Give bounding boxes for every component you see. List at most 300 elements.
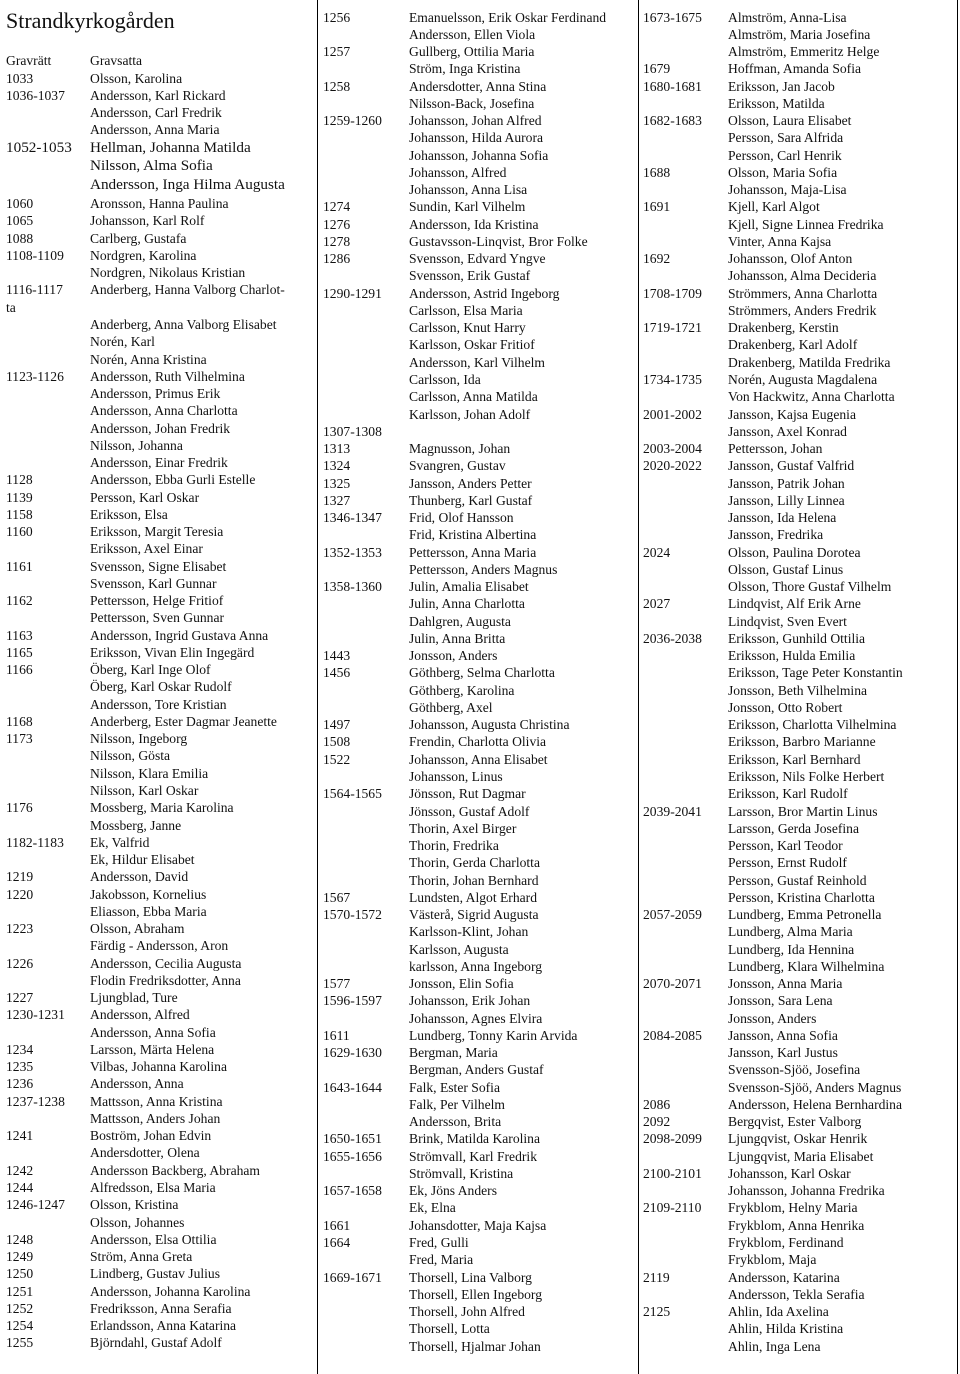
- grave-number: 2125: [643, 1304, 671, 1319]
- buried-name: Thorsell, Hjalmar Johan: [409, 1338, 541, 1354]
- buried-name: Andersson, Anna Sofia: [90, 1024, 216, 1040]
- buried-name: Olsson, Karolina: [90, 70, 183, 86]
- buried-name: Lundberg, Klara Wilhelmina: [728, 958, 885, 974]
- buried-name: Ljungqvist, Maria Elisabet: [728, 1148, 874, 1164]
- grave-number: 1173: [6, 731, 33, 747]
- grave-number: 1060: [6, 196, 34, 212]
- grave-number: ta: [6, 299, 16, 315]
- buried-name: Lundberg, Emma Petronella: [728, 907, 882, 922]
- buried-name: Johansson, Olof Anton: [728, 251, 853, 267]
- buried-name: Jansson, Kajsa Eugenia: [728, 406, 856, 422]
- buried-name: Nilsson, Gösta: [90, 748, 171, 764]
- grave-number: 1158: [6, 506, 33, 522]
- buried-name: Thorin, Gerda Charlotta: [409, 855, 540, 871]
- grave-number: 1256: [323, 9, 351, 25]
- buried-name: Eriksson, Barbro Marianne: [728, 734, 876, 750]
- grave-number: 1669-1671: [323, 1269, 382, 1285]
- grave-number: 1166: [6, 662, 33, 678]
- buried-name: Göthberg, Selma Charlotta: [409, 665, 555, 681]
- buried-name: Fred, Maria: [409, 1252, 474, 1268]
- grave-number: 1274: [323, 199, 351, 215]
- buried-name: Thorsell, Ellen Ingeborg: [409, 1286, 543, 1302]
- grave-number: 1168: [6, 713, 33, 729]
- grave-number: 2119: [643, 1269, 670, 1285]
- buried-name: Erlandsson, Anna Katarina: [90, 1318, 237, 1333]
- buried-name: Andersson, Einar Fredrik: [90, 455, 228, 470]
- buried-name: Eriksson, Margit Teresia: [90, 524, 224, 540]
- grave-number: 1176: [6, 800, 33, 816]
- buried-name: Karlsson, Augusta: [409, 941, 509, 957]
- buried-name: Johansson, Karl Rolf: [90, 213, 205, 229]
- grave-number: 1664: [323, 1235, 351, 1250]
- buried-name: Eriksson, Gunhild Ottilia: [728, 630, 866, 646]
- grave-number: 1162: [6, 593, 33, 609]
- buried-name: Mossberg, Janne: [90, 817, 182, 833]
- grave-number: 1230-1231: [6, 1007, 65, 1023]
- grave-number: 1673-1675: [643, 9, 702, 25]
- grave-number: 1259-1260: [323, 113, 382, 129]
- buried-name: Gullberg, Ottilia Maria: [409, 44, 535, 59]
- buried-name: Lundberg, Ida Hennina: [728, 941, 855, 957]
- buried-name: Karlsson, Johan Adolf: [409, 406, 531, 422]
- buried-name: Jönsson, Gustaf Adolf: [409, 803, 530, 819]
- buried-name: Nilsson, Alma Sofia: [90, 157, 213, 175]
- grave-number: 1691: [643, 199, 671, 215]
- buried-name: Andersson, Karl Rickard: [90, 87, 226, 103]
- buried-name: Pettersson, Anders Magnus: [409, 561, 558, 577]
- buried-name: Jonsson, Otto Robert: [728, 699, 843, 715]
- header-names: Gravsatta: [90, 53, 143, 68]
- grave-number: 1244: [6, 1179, 34, 1195]
- column-3: [640, 0, 960, 1374]
- buried-name: Von Hackwitz, Anna Charlotta: [728, 389, 895, 405]
- grave-number: 1688: [643, 164, 671, 180]
- grave-number: 1052-1053: [6, 138, 72, 156]
- buried-name: Göthberg, Axel: [409, 699, 493, 715]
- buried-name: Ahlin, Ida Axelina: [728, 1304, 829, 1319]
- buried-name: Eriksson, Charlotta Vilhelmina: [728, 717, 897, 733]
- buried-name: Andersdotter, Olena: [90, 1145, 200, 1161]
- buried-name: Anderberg, Ester Dagmar Jeanette: [90, 713, 277, 729]
- buried-name: Andersson, Anna Maria: [90, 122, 220, 138]
- buried-name: Johansson, Anna Lisa: [409, 182, 528, 198]
- buried-name: Julin, Amalia Elisabet: [409, 579, 529, 595]
- buried-name: Nordgren, Nikolaus Kristian: [90, 265, 246, 281]
- grave-number: 1161: [6, 558, 33, 574]
- grave-number: 1139: [6, 489, 33, 505]
- buried-name: Carlsson, Knut Harry: [409, 320, 526, 336]
- buried-name: Almström, Anna-Lisa: [728, 9, 847, 25]
- buried-name: Lindqvist, Alf Erik Arne: [728, 596, 861, 612]
- buried-name: Sundin, Karl Vilhelm: [409, 199, 526, 215]
- buried-name: Andersson, Helena Bernhardina: [728, 1096, 903, 1112]
- buried-name: Eriksson, Matilda: [728, 95, 825, 111]
- buried-name: Andersson, Tore Kristian: [90, 696, 227, 712]
- buried-name: Carlsson, Anna Matilda: [409, 389, 538, 405]
- grave-number: 2001-2002: [643, 406, 702, 422]
- grave-number: 1250: [6, 1266, 34, 1282]
- buried-name: Andersson, Anna: [90, 1076, 184, 1092]
- buried-name: Olsson, Maria Sofia: [728, 164, 838, 180]
- grave-number: 1682-1683: [643, 113, 702, 129]
- buried-name: Thorin, Johan Bernhard: [409, 872, 539, 888]
- buried-name: Eriksson, Hulda Emilia: [728, 648, 856, 664]
- buried-name: Pettersson, Sven Gunnar: [90, 610, 225, 626]
- buried-name: Svensson, Erik Gustaf: [409, 268, 531, 284]
- grave-number: 2086: [643, 1096, 671, 1112]
- buried-name: Flodin Fredriksdotter, Anna: [90, 972, 241, 988]
- column-divider: [638, 0, 639, 1374]
- grave-number: 2100-2101: [643, 1165, 702, 1181]
- grave-number: 1251: [6, 1283, 34, 1299]
- grave-number: 1443: [323, 648, 351, 664]
- buried-name: Nilsson, Klara Emilia: [90, 765, 209, 781]
- column-2: [319, 0, 638, 1374]
- buried-name: Ek, Hildur Elisabet: [90, 852, 195, 867]
- buried-name: Frykblom, Maja: [728, 1252, 817, 1268]
- buried-name: Gustavsson-Linqvist, Bror Folke: [409, 233, 588, 249]
- grave-number: 2109-2110: [643, 1200, 702, 1216]
- buried-name: Drakenberg, Kerstin: [728, 320, 839, 336]
- buried-name: Johansson, Linus: [409, 768, 503, 784]
- buried-name: Bergqvist, Ester Valborg: [728, 1114, 862, 1130]
- grave-number: 1033: [6, 70, 34, 86]
- buried-name: Thunberg, Karl Gustaf: [409, 492, 533, 508]
- buried-name: Persson, Karl Oskar: [90, 489, 200, 505]
- buried-name: Aronsson, Hanna Paulina: [90, 196, 229, 212]
- buried-name: Carlsson, Elsa Maria: [409, 302, 523, 318]
- buried-name: Johansson, Alfred: [409, 164, 507, 180]
- buried-name: Olsson, Gustaf Linus: [728, 561, 844, 577]
- buried-name: Ljungqvist, Oskar Henrik: [728, 1131, 868, 1147]
- grave-number: 1324: [323, 458, 351, 474]
- buried-name: Svangren, Gustav: [409, 458, 506, 474]
- buried-name: Persson, Ernst Rudolf: [728, 855, 847, 871]
- buried-name: Norén, Augusta Magdalena: [728, 372, 878, 387]
- buried-name: Eriksson, Karl Rudolf: [728, 786, 848, 802]
- buried-name: Frid, Olof Hansson: [409, 510, 514, 525]
- grave-number: 1719-1721: [643, 320, 702, 336]
- buried-name: Pettersson, Helge Fritiof: [90, 593, 224, 609]
- buried-name: Nilsson, Johanna: [90, 437, 183, 453]
- grave-number: 2039-2041: [643, 803, 702, 819]
- buried-name: Andersson, Ruth Vilhelmina: [90, 368, 245, 384]
- buried-name: Hellman, Johanna Matilda: [90, 138, 251, 156]
- grave-number: 1692: [643, 251, 671, 267]
- page-title: Strandkyrkogården: [6, 8, 175, 33]
- grave-number: 2084-2085: [643, 1027, 702, 1043]
- buried-name: Ek, Elna: [409, 1200, 456, 1216]
- buried-name: Andersson, Primus Erik: [90, 386, 221, 401]
- buried-name: Nilsson-Back, Josefina: [409, 95, 535, 111]
- buried-name: Andersson, Carl Fredrik: [90, 105, 222, 120]
- buried-name: Andersson, Katarina: [728, 1269, 840, 1285]
- buried-name: Julin, Anna Britta: [409, 630, 506, 646]
- grave-number: 1257: [323, 44, 351, 59]
- grave-number: 1036-1037: [6, 87, 65, 103]
- buried-name: Jansson, Fredrika: [728, 527, 824, 543]
- buried-name: Bergman, Maria: [409, 1045, 498, 1061]
- buried-name: Kjell, Signe Linnea Fredrika: [728, 216, 884, 232]
- buried-name: Andersson, Inga Hilma Augusta: [90, 176, 285, 194]
- buried-name: Eriksson, Axel Einar: [90, 541, 203, 557]
- grave-number: 1223: [6, 921, 34, 936]
- grave-number: 2098-2099: [643, 1131, 702, 1147]
- grave-number: 1249: [6, 1249, 34, 1264]
- buried-name: Norén, Anna Kristina: [90, 351, 207, 367]
- grave-number: 1567: [323, 889, 351, 905]
- grave-number: 1088: [6, 230, 34, 246]
- buried-name: Falk, Ester Sofia: [409, 1079, 500, 1095]
- buried-name: Andersson, Karl Vilhelm: [409, 354, 545, 370]
- buried-name: Johansson, Karl Oskar: [728, 1165, 851, 1181]
- buried-name: Olsson, Kristina: [90, 1197, 179, 1213]
- buried-name: Svensson-Sjöö, Josefina: [728, 1062, 861, 1078]
- buried-name: Pettersson, Johan: [728, 441, 823, 456]
- buried-name: Johansdotter, Maja Kajsa: [409, 1217, 547, 1233]
- buried-name: Svensson, Signe Elisabet: [90, 558, 227, 574]
- buried-name: Göthberg, Karolina: [409, 682, 515, 698]
- buried-name: Kjell, Karl Algot: [728, 199, 820, 215]
- grave-number: 1123-1126: [6, 368, 64, 384]
- buried-name: Jansson, Karl Justus: [728, 1045, 838, 1061]
- buried-name: Nordgren, Karolina: [90, 247, 197, 263]
- buried-name: Persson, Karl Teodor: [728, 838, 843, 853]
- grave-number: 1327: [323, 492, 351, 508]
- grave-number: 1241: [6, 1128, 34, 1144]
- buried-name: Persson, Gustaf Reinhold: [728, 872, 867, 888]
- buried-name: Svensson, Karl Gunnar: [90, 575, 217, 591]
- buried-name: Brink, Matilda Karolina: [409, 1131, 540, 1147]
- buried-name: Eriksson, Karl Bernhard: [728, 751, 861, 767]
- buried-name: Johansson, Alma Decideria: [728, 268, 877, 284]
- buried-name: Ström, Anna Greta: [90, 1249, 193, 1264]
- grave-number: 2036-2038: [643, 630, 702, 646]
- buried-name: Larsson, Märta Helena: [90, 1041, 215, 1057]
- grave-number: 1242: [6, 1162, 34, 1178]
- buried-name: Jonsson, Sara Lena: [728, 993, 833, 1009]
- grave-number: 1258: [323, 78, 351, 94]
- buried-name: Johansson, Maja-Lisa: [728, 182, 847, 198]
- buried-name: Karlsson-Klint, Johan: [409, 924, 529, 940]
- buried-name: Eliasson, Ebba Maria: [90, 903, 207, 919]
- buried-name: Jönsson, Rut Dagmar: [409, 786, 526, 802]
- grave-number: 1577: [323, 976, 351, 992]
- grave-number: 1219: [6, 869, 34, 885]
- column-divider: [317, 0, 318, 1374]
- buried-name: Anderberg, Hanna Valborg Charlot-: [90, 282, 285, 298]
- buried-name: Jansson, Gustaf Valfrid: [728, 458, 855, 474]
- buried-name: Frykblom, Ferdinand: [728, 1235, 844, 1250]
- buried-name: Johansson, Agnes Elvira: [409, 1010, 543, 1026]
- buried-name: Olsson, Abraham: [90, 921, 185, 936]
- buried-name: Pettersson, Anna Maria: [409, 544, 537, 560]
- buried-name: Johansson, Johan Alfred: [409, 113, 542, 129]
- grave-number: 1650-1651: [323, 1131, 382, 1147]
- buried-name: Andersson, Ebba Gurli Estelle: [90, 472, 256, 488]
- grave-number: 1220: [6, 886, 34, 902]
- buried-name: Nilsson, Ingeborg: [90, 731, 188, 747]
- grave-number: 1286: [323, 251, 351, 267]
- buried-name: Jansson, Anna Sofia: [728, 1027, 838, 1043]
- buried-name: Andersson, Brita: [409, 1114, 502, 1130]
- buried-name: Eriksson, Elsa: [90, 506, 168, 522]
- grave-number: 1234: [6, 1041, 34, 1057]
- grave-number: 1290-1291: [323, 285, 382, 301]
- buried-name: Norén, Karl: [90, 334, 155, 350]
- buried-name: Mattsson, Anders Johan: [90, 1110, 221, 1126]
- grave-number: 1165: [6, 644, 33, 660]
- grave-number: 2070-2071: [643, 976, 702, 992]
- grave-number: 1497: [323, 717, 351, 733]
- buried-name: Almström, Emmeritz Helge: [728, 44, 880, 59]
- grave-number: 1307-1308: [323, 423, 382, 439]
- buried-name: Andersson, Ingrid Gustava Anna: [90, 627, 269, 643]
- grave-number: 2057-2059: [643, 907, 702, 922]
- buried-name: Jonsson, Beth Vilhelmina: [728, 682, 868, 698]
- buried-name: Ek, Jöns Anders: [409, 1183, 497, 1199]
- grave-number: 1235: [6, 1059, 34, 1075]
- buried-name: Strömvall, Kristina: [409, 1165, 514, 1181]
- buried-name: Anderberg, Anna Valborg Elisabet: [90, 316, 277, 332]
- grave-number: 1708-1709: [643, 285, 702, 301]
- buried-name: Johansson, Anna Elisabet: [409, 751, 548, 767]
- buried-name: Olsson, Thore Gustaf Vilhelm: [728, 579, 892, 595]
- buried-name: Andersson, Astrid Ingeborg: [409, 285, 560, 301]
- buried-name: Vilbas, Johanna Karolina: [90, 1059, 227, 1075]
- grave-number: 1237-1238: [6, 1093, 65, 1109]
- grave-number: 1611: [323, 1027, 350, 1043]
- buried-name: Andersson, Johanna Karolina: [90, 1283, 251, 1299]
- grave-number: 1128: [6, 472, 33, 488]
- buried-name: Andersson, Ellen Viola: [409, 26, 536, 42]
- buried-name: Jonsson, Anders: [409, 648, 498, 664]
- grave-number: 1643-1644: [323, 1079, 382, 1095]
- buried-name: Frykblom, Helny Maria: [728, 1200, 858, 1216]
- grave-number: 1564-1565: [323, 786, 382, 802]
- buried-name: Jakobsson, Kornelius: [90, 886, 207, 902]
- buried-name: Johansson, Hilda Aurora: [409, 130, 544, 146]
- buried-name: Svensson, Edvard Yngve: [409, 251, 546, 267]
- buried-name: Björndahl, Gustaf Adolf: [90, 1335, 222, 1351]
- buried-name: Alfredsson, Elsa Maria: [90, 1179, 216, 1195]
- grave-number: 1065: [6, 213, 34, 229]
- grave-number: 1352-1353: [323, 544, 382, 560]
- buried-name: Andersson, Johan Fredrik: [90, 420, 231, 436]
- buried-name: Johansson, Erik Johan: [409, 993, 531, 1009]
- buried-name: Frid, Kristina Albertina: [409, 527, 537, 543]
- buried-name: Ahlin, Inga Lena: [728, 1338, 821, 1354]
- buried-name: Andersson, David: [90, 869, 189, 885]
- buried-name: Thorsell, Lina Valborg: [409, 1269, 532, 1285]
- buried-name: Persson, Kristina Charlotta: [728, 889, 875, 905]
- buried-name: Andersdotter, Anna Stina: [409, 78, 547, 94]
- buried-name: Larsson, Bror Martin Linus: [728, 803, 878, 819]
- buried-name: Thorin, Fredrika: [409, 838, 499, 853]
- buried-name: Lindberg, Gustav Julius: [90, 1266, 221, 1282]
- grave-number: 1254: [6, 1318, 34, 1333]
- header-grave: Gravrätt: [6, 53, 52, 68]
- grave-number: 1522: [323, 751, 351, 767]
- grave-number: 2020-2022: [643, 458, 702, 474]
- grave-number: 1255: [6, 1335, 34, 1351]
- buried-name: Lundberg, Alma Maria: [728, 924, 853, 940]
- buried-name: Strömmers, Anders Fredrik: [728, 302, 877, 318]
- buried-name: Eriksson, Jan Jacob: [728, 78, 835, 94]
- buried-name: Jansson, Anders Petter: [409, 475, 532, 491]
- buried-name: Drakenberg, Matilda Fredrika: [728, 354, 891, 370]
- buried-name: Julin, Anna Charlotta: [409, 596, 525, 612]
- buried-name: Ljungblad, Ture: [90, 990, 178, 1006]
- buried-name: Eriksson, Nils Folke Herbert: [728, 768, 885, 784]
- buried-name: Ek, Valfrid: [90, 834, 150, 850]
- grave-number: 1313: [323, 441, 351, 456]
- grave-number: 1325: [323, 475, 351, 491]
- buried-name: Strömvall, Karl Fredrik: [409, 1148, 537, 1164]
- grave-number: 1182-1183: [6, 834, 64, 850]
- buried-name: Thorsell, John Alfred: [409, 1304, 525, 1319]
- buried-name: Strömmers, Anna Charlotta: [728, 285, 878, 301]
- buried-name: Eriksson, Tage Peter Konstantin: [728, 665, 903, 681]
- grave-number: 1655-1656: [323, 1148, 382, 1164]
- grave-number: 1679: [643, 61, 671, 77]
- buried-name: Falk, Per Vilhelm: [409, 1096, 505, 1112]
- grave-number: 2092: [643, 1114, 671, 1130]
- buried-name: Thorin, Axel Birger: [409, 820, 517, 836]
- buried-name: Andersson, Cecilia Augusta: [90, 955, 242, 971]
- buried-name: Karlsson, Oskar Fritiof: [409, 337, 535, 353]
- grave-number: 1456: [323, 665, 351, 681]
- grave-number: 1657-1658: [323, 1183, 382, 1199]
- buried-name: Johansson, Augusta Christina: [409, 717, 570, 733]
- buried-name: Emanuelsson, Erik Oskar Ferdinand: [409, 9, 607, 25]
- grave-number: 1227: [6, 990, 34, 1006]
- buried-name: Nilsson, Karl Oskar: [90, 783, 199, 798]
- grave-number: 1252: [6, 1300, 34, 1316]
- buried-name: Olsson, Paulina Dorotea: [728, 544, 861, 560]
- grave-number: 1661: [323, 1217, 351, 1233]
- grave-number: 1508: [323, 734, 351, 750]
- buried-name: Johansson, Johanna Fredrika: [728, 1183, 885, 1199]
- buried-name: Larsson, Gerda Josefina: [728, 820, 859, 836]
- buried-name: Västerå, Sigrid Augusta: [409, 907, 539, 922]
- buried-name: Jonsson, Anna Maria: [728, 976, 843, 992]
- buried-name: Lundberg, Tonny Karin Arvida: [409, 1027, 578, 1043]
- buried-name: Olsson, Laura Elisabet: [728, 113, 852, 129]
- buried-name: Svensson-Sjöö, Anders Magnus: [728, 1079, 902, 1095]
- grave-number: 1246-1247: [6, 1197, 65, 1213]
- grave-number: 1596-1597: [323, 993, 382, 1009]
- buried-name: Thorsell, Lotta: [409, 1321, 490, 1337]
- buried-name: Hoffman, Amanda Sofia: [728, 61, 862, 77]
- buried-name: Lundsten, Algot Erhard: [409, 889, 537, 905]
- grave-number: 1629-1630: [323, 1045, 382, 1061]
- grave-number: 1108-1109: [6, 247, 64, 263]
- buried-name: Lindqvist, Sven Evert: [728, 613, 847, 629]
- grave-number: 1236: [6, 1076, 34, 1092]
- buried-name: Almström, Maria Josefina: [728, 26, 871, 42]
- grave-number: 1680-1681: [643, 78, 702, 94]
- grave-number: 1278: [323, 233, 351, 249]
- buried-name: Magnusson, Johan: [409, 441, 511, 456]
- buried-name: Olsson, Johannes: [90, 1214, 185, 1230]
- grave-number: 1358-1360: [323, 579, 382, 595]
- buried-name: Carlsson, Ida: [409, 372, 481, 387]
- grave-number: 2024: [643, 544, 671, 560]
- buried-name: Mattsson, Anna Kristina: [90, 1093, 223, 1109]
- buried-name: Jonsson, Elin Sofia: [409, 976, 514, 992]
- buried-name: Andersson, Elsa Ottilia: [90, 1231, 217, 1247]
